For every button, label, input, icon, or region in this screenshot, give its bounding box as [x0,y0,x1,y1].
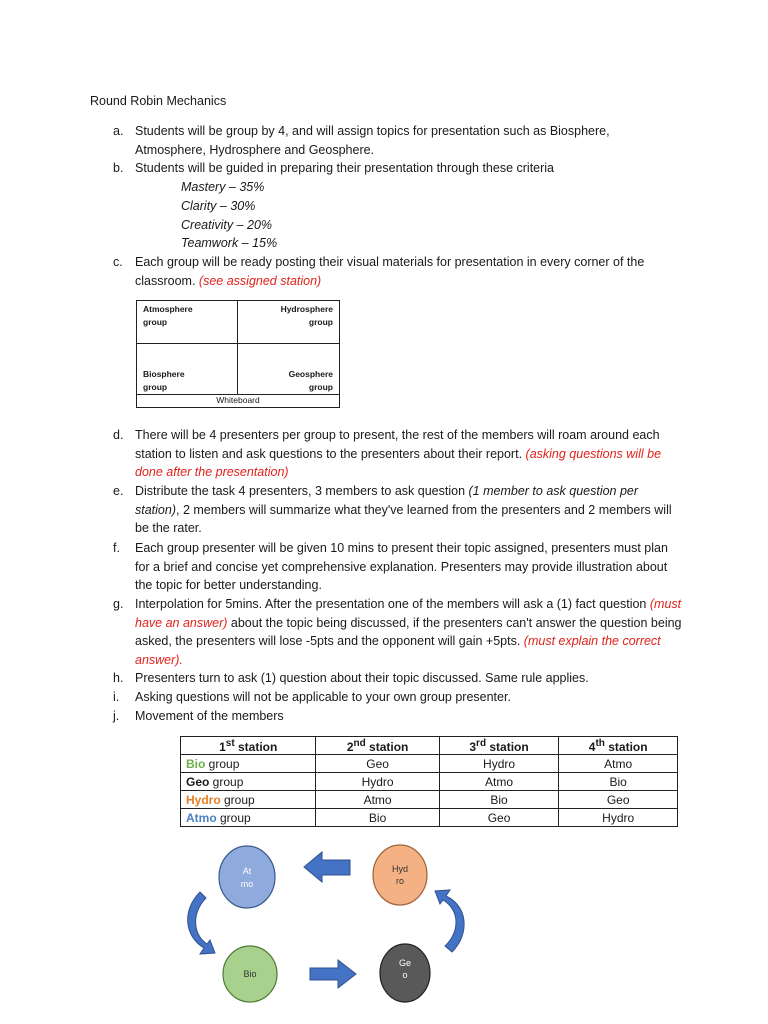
header-num: 1 [219,739,226,754]
header-station-3 [439,737,559,755]
hydro-label-1: Hyd [391,864,409,874]
list-item-i [113,688,683,707]
table-cell: Geo [559,791,678,809]
table-cell: Geo [439,809,559,827]
table-cell: Bio [316,809,439,827]
table-cell: Atmo [439,773,559,791]
corner-geosphere [289,368,333,394]
criterion-clarity: Clarity – 30% [181,199,256,213]
geo-label-2: o [402,970,408,980]
item-text [135,426,683,482]
group-cell [181,773,316,791]
table-row [181,773,678,791]
item-text-line: Students will be group by 4, and will assign topics for presentation such as Biosphere, [135,124,610,138]
arrow-right-icon [310,960,356,988]
geo-node [380,944,430,1002]
group-suffix: group [209,774,244,789]
table-cell: Hydro [316,773,439,791]
header-station-1 [181,737,316,755]
header-sup: th [595,737,605,749]
header-word: station [486,739,529,754]
corner-atmosphere [143,303,193,329]
item-note: (must have an answer) [135,597,682,630]
item-text: Movement of the members [135,709,284,723]
item-text [135,253,683,290]
item-text [135,482,683,538]
header-station-2 [316,737,439,755]
criterion-mastery: Mastery – 35% [181,180,265,194]
corner-label: group [308,317,333,327]
item-text: Presenters turn to ask (1) question about their topic discussed. Same rule applies. [135,671,589,685]
item-label: i. [113,690,120,704]
header-word: station [365,739,409,754]
header-sup: rd [476,737,487,749]
table-cell: Bio [559,773,678,791]
group-cell [181,755,316,773]
item-note: (asking questions will be done after the presentation) [135,446,662,480]
item-text: Students will be guided in preparing their presentation through these criteria [135,161,555,175]
item-body: Each group will be ready posting their visual materials for presentation in every corner of the classroom. [135,255,645,288]
group-name: Atmo [186,810,217,825]
atmo-label-2: mo [240,879,254,889]
bio-node [223,946,277,1002]
rotation-diagram [170,840,480,1010]
item-note: (see assigned station) [198,273,322,288]
divider [237,301,238,394]
header-num: 2 [346,739,354,754]
item-label: d. [113,428,124,442]
corner-label: Atmosphere [143,304,193,314]
corner-label: group [143,317,168,327]
table-row [181,809,678,827]
table-header-row [181,737,678,755]
item-label: j. [113,709,120,723]
item-label: g. [113,597,124,611]
table-cell: Bio [439,791,559,809]
arrow-left-icon [304,852,350,882]
list-item-d [113,426,683,482]
item-label: a. [113,124,124,138]
whiteboard-label: Whiteboard [216,395,260,405]
table-row [181,755,678,773]
item-body: Distribute the task 4 presenters, 3 members to ask question [135,484,466,498]
item-text: Each group presenter will be given 10 mins to present their topic assigned, presenters must plan for a brief and concise yet comprehensive explanation. Presenters may provide illustration about the topic for better understanding. [135,541,668,593]
criterion-creativity: Creativity – 20% [181,218,273,232]
curved-arrow-up-icon [435,890,464,952]
list-item-h [113,669,683,688]
document-title: Round Robin Mechanics [90,94,227,108]
header-num: 4 [588,739,596,754]
hydro-node [373,845,427,905]
group-name: Bio [186,756,206,771]
geo-label-1: Ge [398,958,412,968]
item-body: about the topic being discussed, if the presenters can't answer the question being asked, the presenters will lose -5pts and the opponent will gain +5pts. [135,615,682,649]
corner-label: group [308,382,333,392]
corner-biosphere [143,368,185,394]
corner-label: Geosphere [288,369,333,379]
group-suffix: group [220,792,255,807]
corner-label: Biosphere [143,369,185,379]
header-word: station [604,739,648,754]
list-item-c [113,253,683,290]
item-text [135,595,683,669]
item-text: Asking questions will not be applicable to your own group presenter. [135,690,511,704]
item-body: Interpolation for 5mins. After the presentation one of the members will ask a (1) fact question [135,597,647,611]
item-label: h. [113,671,124,685]
group-suffix: group [216,810,251,825]
item-label: b. [113,161,124,175]
item-body: , 2 members will summarize what they've learned from the presenters and 2 members will be the rater. [135,502,672,536]
table-cell: Atmo [559,755,678,773]
list-item-g [113,595,683,669]
item-note: (must explain the correct answer). [135,634,661,667]
criterion-teamwork: Teamwork – 15% [181,236,278,250]
group-suffix: group [205,756,240,771]
header-station-4 [559,737,678,755]
group-name: Geo [186,774,210,789]
table-cell: Hydro [439,755,559,773]
corner-hydrosphere [281,303,333,329]
movement-table [180,736,678,827]
group-name: Hydro [186,792,221,807]
item-label: f. [113,541,120,555]
table-cell: Hydro [559,809,678,827]
item-note: (1 member to ask question per station) [135,484,639,517]
header-sup: nd [353,737,366,749]
item-label: e. [113,484,124,498]
list-item-e [113,482,683,538]
list-item-a [113,122,683,159]
header-num: 3 [469,739,477,754]
header-word: station [234,739,278,754]
corner-label: group [143,382,168,392]
hydro-circle [373,845,427,905]
group-cell [181,809,316,827]
table-row [181,791,678,809]
group-cell [181,791,316,809]
corner-label: Hydrosphere [280,304,333,314]
list-item-j [113,707,683,726]
atmo-label-1: At [242,866,252,876]
item-body: There will be 4 presenters per group to present, the rest of the members will roam around each station to listen and ask questions to the presenters about their report. [135,428,660,461]
classroom-layout [136,300,340,408]
hydro-label-2: ro [395,876,405,886]
item-text [135,122,683,159]
curved-arrow-down-icon [188,892,215,954]
table-cell: Atmo [316,791,439,809]
divider [137,343,339,344]
header-sup: st [225,737,235,749]
item-text-line: Atmosphere, Hydrosphere and Geosphere. [135,142,375,157]
item-label: c. [113,255,123,269]
table-cell: Geo [316,755,439,773]
atmo-node [219,846,275,908]
list-item-f [113,539,683,595]
atmo-circle [219,846,275,908]
bio-label: Bio [243,969,257,979]
list-item-b [113,159,683,178]
